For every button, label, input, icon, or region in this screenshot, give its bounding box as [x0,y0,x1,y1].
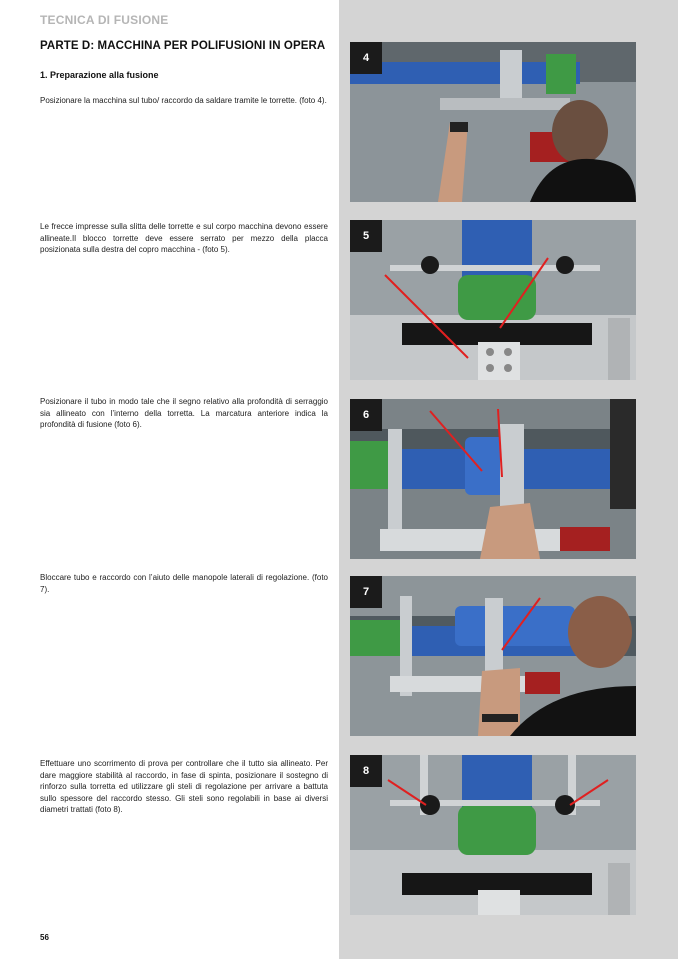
page-number: 56 [40,933,49,942]
photo-number-badge: 8 [350,755,382,787]
paragraph-photo-8: Effettuare uno scorrimento di prova per controllare che il tutto sia allineato. Per dare maggiore stabilità al raccordo, in fase di spinta, posizionare il sostegno di rinforzo sulla torretta ed utilizzare gli steli di regolazione per arrivare a battuta sullo spessore del raccordo stesso. Gli steli sono regolabili in base ai diversi diametri trattati (foto 8). [40,759,328,814]
photo-number-badge: 5 [350,220,382,252]
page-title: PARTE D: MACCHINA PER POLIFUSIONI IN OPERA [40,40,326,52]
photo-number-badge: 4 [350,42,382,74]
paragraph-photo-6: Posizionare il tubo in modo tale che il segno relativo alla profondità di serraggio sia allineato con l’interno della torretta. La marcatura anteriore indica la profondità di fusione (foto 6). [40,397,328,429]
paragraph-photo-4: Posizionare la macchina sul tubo/ raccordo da saldare tramite le torrette. (foto 4). [40,96,327,105]
paragraph-photo-5: Le frecce impresse sulla slitta delle torrette e sul corpo macchina devono essere allineate.Il blocco torrette deve essere serrato per mezzo della placca posizionata sulla destra del copro macchina - (foto 5). [40,222,328,254]
photo-5 [350,220,636,380]
photo-number-badge: 6 [350,399,382,431]
photo-5-illustration [350,220,636,380]
photo-number-badge: 7 [350,576,382,608]
section-title: 1. Preparazione alla fusione [40,70,159,80]
photo-6-illustration [350,399,636,559]
section-header: TECNICA DI FUSIONE [40,13,169,27]
photo-8-illustration [350,755,636,915]
photo-6 [350,399,636,559]
photo-7 [350,576,636,736]
photo-7-illustration [350,576,636,736]
photo-4-illustration [350,42,636,202]
photo-4 [350,42,636,202]
paragraph-photo-7: Bloccare tubo e raccordo con l’aiuto delle manopole laterali di regolazione. (foto 7). [40,573,328,594]
photo-8 [350,755,636,915]
